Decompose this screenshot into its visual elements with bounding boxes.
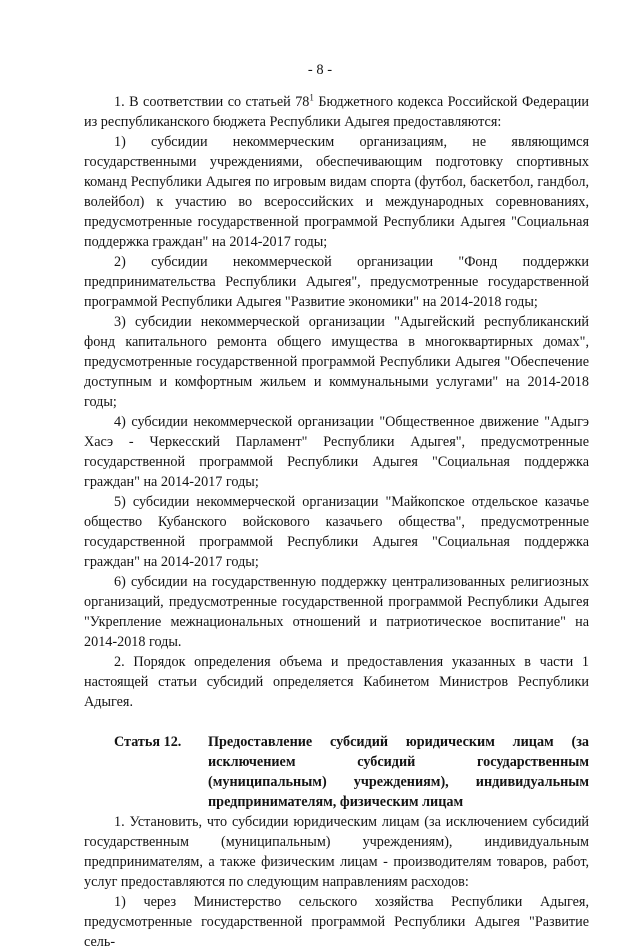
paragraph-1-text-after: Бюджетного кодекса Российской Федерации из республиканского бюджета Республики Адыгея предоставляются: xyxy=(84,94,589,130)
article-label: Статья 12. xyxy=(114,734,182,750)
article-header xyxy=(84,732,589,812)
paragraph-2: 2. Порядок определения объема и предоставления указанных в части 1 настоящей статьи субсидий определяется Кабинетом Министров Республики Адыгея. xyxy=(84,654,589,710)
article-list-item-1: 1) через Министерство сельского хозяйства Республики Адыгея, предусмотренные государственной программой Республики Адыгея "Развитие сель- xyxy=(84,894,589,950)
document-body xyxy=(84,92,589,952)
list-item: 6) субсидии на государственную поддержку централизованных религиозных организаций, предусмотренные государственной программой Республики Адыгея "Укрепление межнациональных отношений и патриотическое воспитание" на 2014-2018 годы. xyxy=(84,574,589,650)
paragraph-1 xyxy=(84,92,589,132)
list-item: 1) субсидии некоммерческим организациям, не являющимся государственными учреждениями, обеспечивающим подготовку спортивных команд Республики Адыгея по игровым видам спорта (футбол, баскетбол, гандбол, волейбол) к участию во всероссийских и международных соревнованиях, предусмотренные государственной программой Республики Адыгея "Социальная поддержка граждан" на 2014-2017 годы; xyxy=(84,134,589,250)
list-item: 2) субсидии некоммерческой организации "Фонд поддержки предпринимательства Республики Адыгея", предусмотренные государственной программой Республики Адыгея "Развитие экономики" на 2014-2018 годы; xyxy=(84,254,589,310)
paragraph-1-text-before: 1. В соответствии со статьей 78 xyxy=(114,94,310,110)
page-number: - 8 - xyxy=(307,62,333,78)
list-item: 4) субсидии некоммерческой организации "Общественное движение "Адыгэ Хасэ - Черкесский Парламент" Республики Адыгея", предусмотренные государственной программой Республики Адыгея "Социальная поддержка граждан" на 2014-2017 годы; xyxy=(84,414,589,490)
list-item: 3) субсидии некоммерческой организации "Адыгейский республиканский фонд капитального ремонта общего имущества в многоквартирных домах", предусмотренные государственной программой Республики Адыгея "Обеспечение доступным и комфортным жильем и коммунальными услугами" на 2014-2018 годы; xyxy=(84,314,589,410)
footnote-superscript: 1 xyxy=(309,92,314,103)
article-paragraph-1: 1. Установить, что субсидии юридическим лицам (за исключением субсидий государственным (муниципальным) учреждениям), индивидуальным предпринимателям, а также физическим лицам - производителям товаров, работ, услуг предоставляются по следующим направлениям расходов: xyxy=(84,814,589,890)
list-item: 5) субсидии некоммерческой организации "Майкопское отдельское казачье общество Кубанского войскового казачьего общества", предусмотренные государственной программой Республики Адыгея "Социальная поддержка граждан" на 2014-2017 годы; xyxy=(84,494,589,570)
article-heading: Предоставление субсидий юридическим лицам (за исключением субсидий государственным (муниципальным) учреждениям), индивидуальным предпринимателям, физическим лицам xyxy=(208,734,589,810)
